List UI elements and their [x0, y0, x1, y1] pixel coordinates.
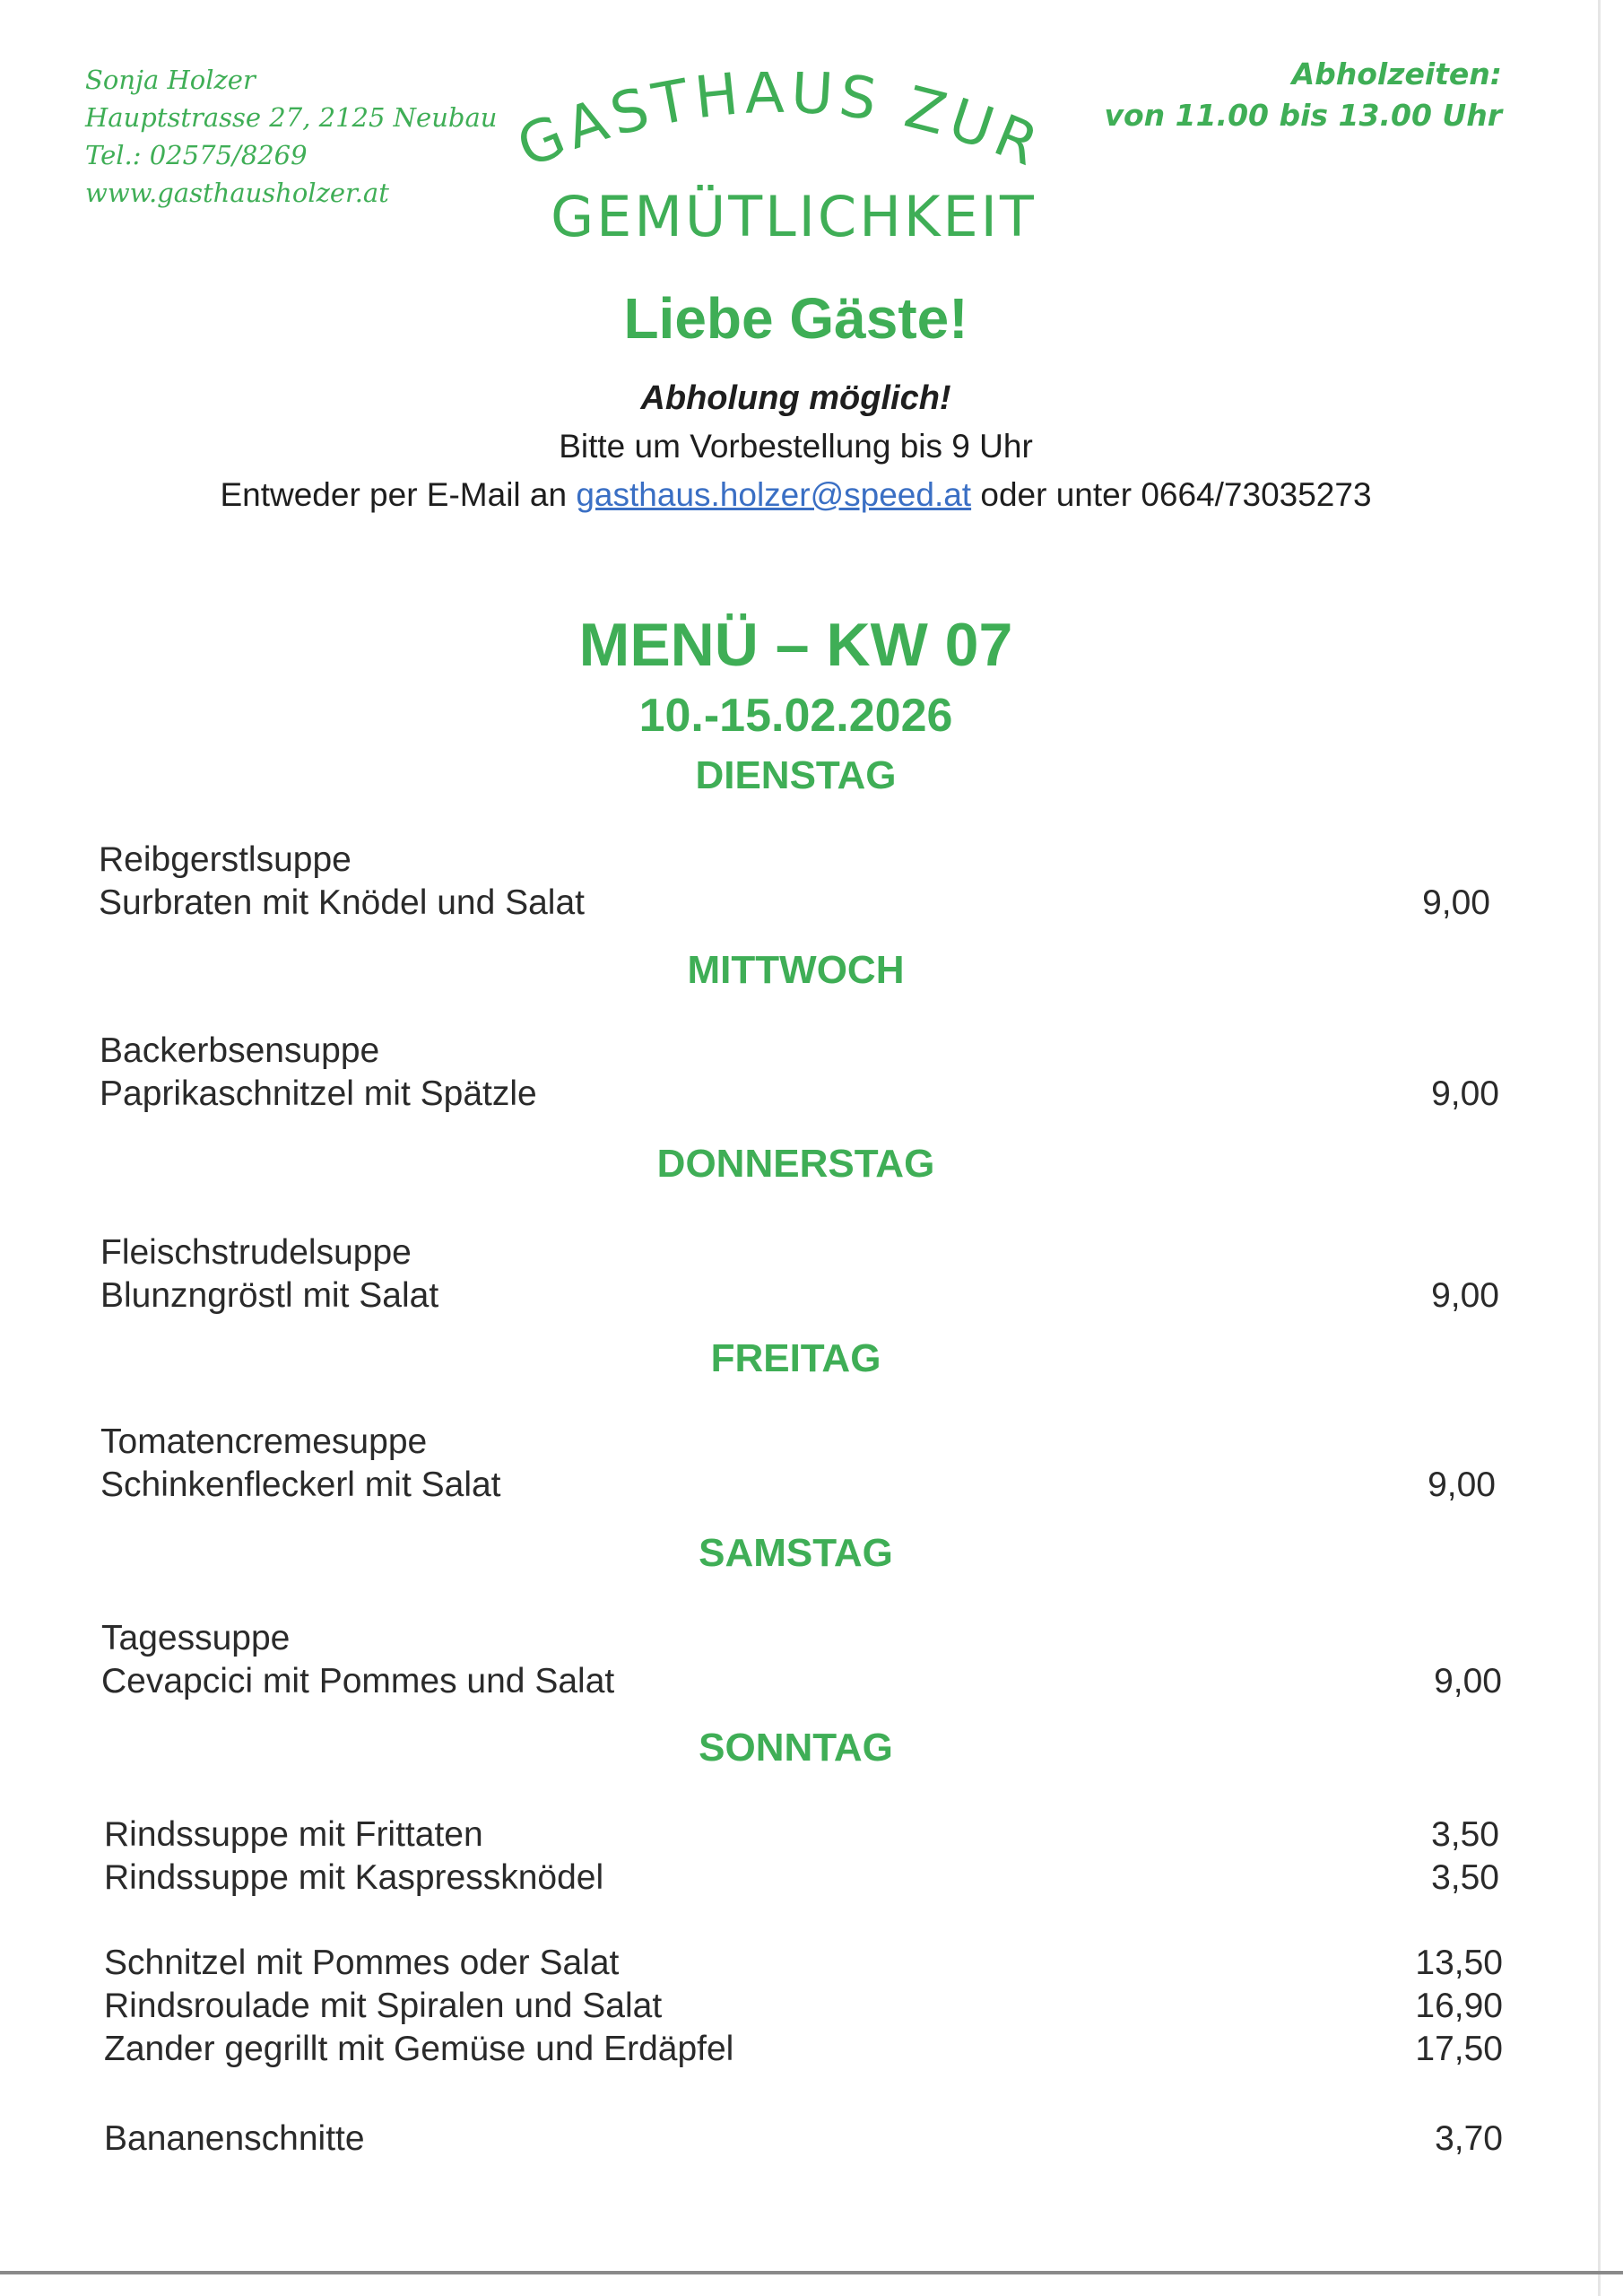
item-name: Rindssuppe mit Kaspressknödel — [104, 1858, 604, 1897]
item-name: Schinkenfleckerl mit Salat — [100, 1465, 501, 1504]
menu-item — [0, 1987, 1623, 2030]
pickup-hours: von 11.00 bis 13.00 Uhr — [1104, 98, 1502, 133]
item-price: 16,90 — [1415, 1987, 1503, 2025]
menu-item — [0, 1465, 1623, 1509]
item-name: Cevapcici mit Pommes und Salat — [101, 1662, 615, 1700]
item-name: Tomatencremesuppe — [100, 1422, 428, 1461]
website-link[interactable]: www.gasthausholzer.at — [85, 178, 389, 208]
contact-line — [0, 476, 1592, 514]
greeting: Liebe Gäste! — [623, 286, 968, 351]
pickup-possible: Abholung möglich! — [640, 379, 951, 417]
day-heading-dienstag: DIENSTAG — [695, 753, 897, 797]
address: Hauptstrasse 27, 2125 Neubau — [85, 102, 498, 133]
day-heading-donnerstag: DONNERSTAG — [656, 1142, 935, 1186]
item-name: Reibgerstlsuppe — [99, 840, 352, 879]
phone: Tel.: 02575/8269 — [85, 140, 308, 170]
item-name: Backerbsensuppe — [100, 1031, 380, 1070]
menu-item — [0, 1619, 1623, 1662]
menu-item — [0, 1233, 1623, 1276]
menu-dates: 10.-15.02.2026 — [638, 690, 953, 742]
logo-line-2: GEMÜTLICHKEIT — [551, 184, 1037, 249]
day-heading-samstag: SAMSTAG — [699, 1531, 893, 1575]
scan-edge — [1598, 0, 1601, 2296]
day-heading-sonntag: SONNTAG — [699, 1726, 893, 1770]
logo — [520, 72, 1076, 260]
menu-item — [0, 2030, 1623, 2073]
preorder-note: Bitte um Vorbestellung bis 9 Uhr — [559, 428, 1033, 465]
item-name: Paprikaschnitzel mit Spätzle — [100, 1074, 537, 1113]
item-price: 13,50 — [1415, 1944, 1503, 1982]
item-name: Schnitzel mit Pommes oder Salat — [104, 1944, 620, 1982]
email-link[interactable]: gasthaus.holzer@speed.at — [576, 476, 972, 513]
item-name: Bananenschnitte — [104, 2119, 365, 2158]
pickup-times — [1104, 54, 1502, 136]
menu-item — [0, 1662, 1623, 1705]
menu-item — [0, 883, 1623, 926]
item-price: 3,70 — [1435, 2119, 1503, 2158]
item-name: Rindsroulade mit Spiralen und Salat — [104, 1987, 663, 2025]
item-name: Surbraten mit Knödel und Salat — [99, 883, 586, 922]
item-price: 3,50 — [1431, 1815, 1499, 1854]
menu-item — [0, 1858, 1623, 1901]
item-price: 3,50 — [1431, 1858, 1499, 1897]
item-name: Blunzngröstl mit Salat — [100, 1276, 439, 1315]
pickup-label: Abholzeiten: — [1291, 57, 1502, 91]
item-name: Tagessuppe — [101, 1619, 291, 1657]
item-price: 9,00 — [1431, 1276, 1499, 1315]
menu-title: MENÜ – KW 07 — [578, 611, 1013, 679]
item-price: 17,50 — [1415, 2030, 1503, 2068]
contact-prefix: Entweder per E-Mail an — [220, 476, 568, 513]
item-name: Zander gegrillt mit Gemüse und Erdäpfel — [104, 2030, 734, 2068]
menu-item — [0, 840, 1623, 883]
item-price: 9,00 — [1428, 1465, 1496, 1504]
menu-item — [0, 1031, 1623, 1074]
menu-item — [0, 1944, 1623, 1987]
menu-item — [0, 1422, 1623, 1465]
item-name: Rindssuppe mit Frittaten — [104, 1815, 483, 1854]
item-price: 9,00 — [1422, 883, 1490, 922]
day-heading-mittwoch: MITTWOCH — [687, 948, 905, 992]
scan-bottom-edge — [0, 2271, 1623, 2274]
item-name: Fleischstrudelsuppe — [100, 1233, 412, 1272]
contact-suffix: oder unter 0664/73035273 — [980, 476, 1372, 513]
menu-item — [0, 1276, 1623, 1319]
item-price: 9,00 — [1431, 1074, 1499, 1113]
menu-item — [0, 2119, 1623, 2162]
menu-item — [0, 1815, 1623, 1858]
contact-block — [85, 61, 497, 212]
owner-name: Sonja Holzer — [85, 65, 256, 95]
menu-item — [0, 1074, 1623, 1118]
logo-line-1: ASTHAUS ZUR — [558, 72, 1052, 182]
day-heading-freitag: FREITAG — [710, 1336, 881, 1380]
item-price: 9,00 — [1434, 1662, 1502, 1700]
